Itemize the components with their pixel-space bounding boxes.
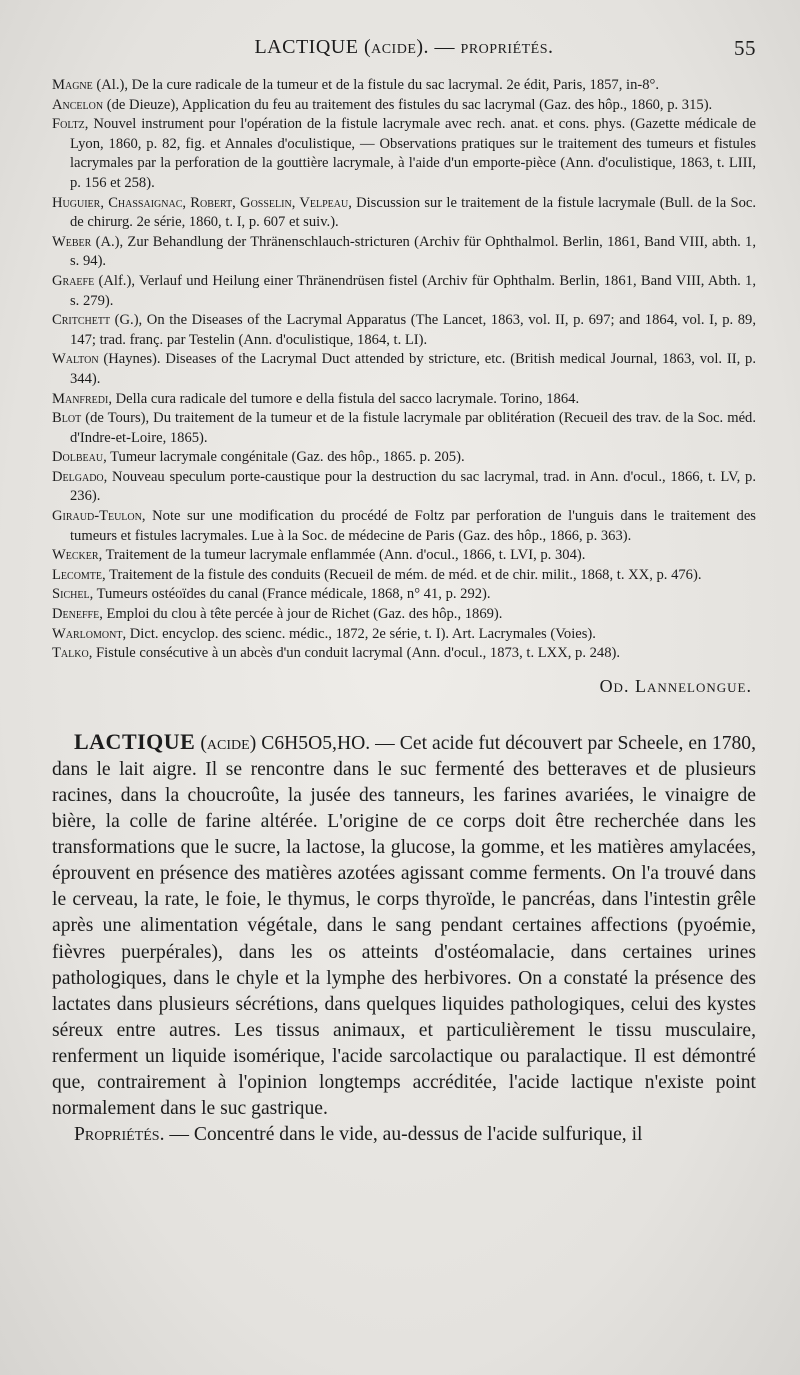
reference-author: Lecomte: [52, 566, 103, 583]
page-number: 55: [734, 36, 756, 60]
reference-text: , Fistule consécutive à un abcès d'un conduit lacrymal (Ann. d'ocul., 1873, t. LXX, p. 248).: [88, 645, 621, 662]
reference-text: , Emploi du clou à tête percée à jour de Richet (Gaz. des hôp., 1869).: [99, 606, 503, 623]
chemical-formula: C6H5O5,HO.: [261, 732, 371, 754]
reference-author: Wecker: [52, 547, 99, 564]
reference-text: , Tumeur lacrymale congénitale (Gaz. des hôp., 1865. p. 205).: [103, 449, 465, 466]
reference-author: Manfredi: [52, 390, 109, 407]
properties-label: Propriétés.: [74, 1124, 165, 1146]
reference-text: (A.), Zur Behandlung der Thränenschlauch-stricturen (Archiv für Ophthalmol. Berlin, 1861, Band VIII, abth. 1, s. 94).: [70, 233, 756, 270]
reference-entry: [52, 605, 756, 625]
reference-entry: [52, 194, 756, 233]
reference-entry: [52, 233, 756, 272]
reference-author: Huguier, Chassaignac, Robert, Gosselin, Velpeau: [52, 194, 349, 211]
reference-entry: [52, 96, 756, 116]
article-headword-sub: (acide): [200, 732, 257, 754]
reference-author: Graefe: [52, 272, 95, 289]
reference-author: Giraud-Teulon: [52, 508, 142, 525]
article-headword: LACTIQUE: [74, 728, 196, 754]
reference-entry: [52, 448, 756, 468]
reference-text: , Tumeurs ostéoïdes du canal (France médicale, 1868, n° 41, p. 292).: [89, 586, 491, 603]
reference-author: Blot: [52, 410, 82, 427]
reference-text: (de Tours), Du traitement de la tumeur et de la fistule lacrymale par oblitération (Recueil des trav. de la Soc. méd. d'Indre-et-Loire, 1865).: [70, 410, 756, 446]
reference-text: , Traitement de la fistule des conduits (Recueil de mém. de méd. et de chir. milit., 1868, t. XX, p. 476).: [102, 566, 702, 583]
reference-entry: [52, 585, 756, 605]
reference-text: , Nouveau speculum porte-caustique pour la destruction du sac lacrymal, trad. in Ann. d'ocul., 1866, t. LV, p. 236).: [70, 468, 756, 505]
reference-entry: [52, 390, 756, 410]
reference-entry: [52, 507, 756, 546]
reference-text: (G.), On the Diseases of the Lacrymal Apparatus (The Lancet, 1863, vol. II, p. 697; and 1864, vol. I, p. 89, 147; trad. franç. par Testelin (Ann. d'oculistique, 1864, t. LI).: [70, 312, 756, 348]
reference-entry: [52, 350, 756, 389]
reference-author: Foltz: [52, 116, 85, 133]
reference-entry: [52, 546, 756, 566]
reference-text: , Discussion sur le traitement de la fistule lacrymale (Bull. de la Soc. de chirurg. 2e série, 1860, t. I, p. 607 et suiv.).: [70, 194, 756, 231]
running-title-main: LACTIQUE: [254, 36, 359, 58]
reference-text: (Alf.), Verlauf und Heilung einer Thränendrüsen fistel (Archiv für Ophthalm. Berlin, 1861, Band VIII, Abth. 1, s. 279).: [70, 272, 756, 309]
reference-author: Talko: [52, 645, 89, 662]
reference-entry: [52, 76, 756, 96]
reference-entry: [52, 272, 756, 311]
reference-entry: [52, 625, 756, 645]
reference-author: Walton: [52, 351, 99, 368]
reference-author: Warlomont: [52, 625, 123, 642]
reference-entry: [52, 468, 756, 507]
author-signature: Od. Lannelongue.: [599, 675, 752, 696]
article-paragraph: [52, 729, 756, 1122]
article-body: — Cet acide fut découvert par Scheele, en 1780, dans le lait aigre. Il se rencontre dans le suc fermenté des betteraves et de plusieurs racines, dans la choucroûte, la jusée des tanneurs, les farines avariées, le vinaigre de bière, la colle de farine altérée. L'origine de ce corps doit être recherchée dans les transformations que le sucre, la lactose, la glucose, la gomme, et les matières amylacées, éprouvent en présence des matières azotées agissant comme ferments. On l'a trouvé dans le cerveau, la rate, le foie, le thymus, le corps thyroïde, le pancréas, dans l'intestin grêle après une alimentation végétale, dans le sang pendant certaines affections (pyoémie, fièvres puerpérales), dans les os atteints d'ostéomalacie, dans certaines urines pathologiques, dans le chyle et la lymphe des herbivores. On a constaté la présence des lactates dans plusieurs sécrétions, dans quelques liquides pathologiques, celui des kystes séreux entre autres. Les tissus animaux, et particulièrement le tissu musculaire, renferment un liquide isomérique, l'acide sarcolactique ou paralactique. Il est démontré que, contrairement à l'opinion longtemps accréditée, l'acide lactique n'existe point normalement dans le suc gastrique.: [52, 732, 757, 1120]
properties-text: — Concentré dans le vide, au-dessus de l'acide sulfurique, il: [164, 1124, 643, 1146]
reference-author: Sichel: [52, 586, 90, 603]
running-header: [52, 36, 756, 70]
reference-text: (Haynes). Diseases of the Lacrymal Duct attended by stricture, etc. (British medical Journal, 1863, vol. II, p. 344).: [70, 351, 756, 387]
reference-text: , Traitement de la tumeur lacrymale enflammée (Ann. d'ocul., 1866, t. LVI, p. 304).: [98, 547, 586, 564]
reference-author: Magne: [52, 77, 93, 93]
reference-entry: [52, 115, 756, 193]
reference-entry: [52, 311, 756, 350]
running-title-section: propriétés.: [460, 36, 554, 58]
bibliography: [52, 76, 756, 664]
properties-paragraph: [52, 1122, 756, 1148]
reference-entry: [52, 409, 756, 448]
reference-author: Critchett: [52, 312, 111, 329]
reference-author: Ancelon: [52, 96, 104, 113]
running-title-sub: (acide): [363, 36, 424, 58]
running-title: [254, 36, 553, 59]
reference-entry: [52, 644, 756, 664]
reference-entry: [52, 566, 756, 586]
reference-author: Dolbeau: [52, 449, 104, 466]
reference-author: Delgado: [52, 468, 104, 485]
reference-text: (Al.), De la cure radicale de la tumeur et de la fistule du sac lacrymal. 2e édit, Paris, 1857, in-8°.: [92, 77, 660, 93]
reference-author: Deneffe: [52, 606, 100, 623]
reference-text: (de Dieuze), Application du feu au traitement des fistules du sac lacrymal (Gaz. des hôp., 1860, p. 315).: [103, 96, 713, 113]
running-title-sep: . —: [423, 36, 456, 58]
reference-text: , Nouvel instrument pour l'opération de la fistule lacrymale avec rech. anat. et cons. phys. (Gazette médicale de Lyon, 1860, p. 82, fig. et Annales d'oculistique, — Observations pratiques sur le traitement des tumeurs et fistules lacrymales par la perforation de la gouttière lacrymale, à l'aide d'un emporte-pièce (Ann. d'oculistique, 1863, t. LIII, p. 156 et 258).: [70, 116, 756, 191]
reference-author: Weber: [52, 233, 92, 250]
reference-text: , Della cura radicale del tumore e della fistula del sacco lacrymale. Torino, 1864.: [108, 390, 580, 407]
reference-text: , Dict. encyclop. des scienc. médic., 1872, 2e série, t. I). Art. Lacrymales (Voies).: [122, 625, 596, 642]
reference-text: , Note sur une modification du procédé de Foltz par perforation de l'unguis dans le traitement des tumeurs et fistules lacrymales. Lue à la Soc. de médecine de Paris (Gaz. des hôp., 1866, p. 363).: [70, 508, 756, 544]
